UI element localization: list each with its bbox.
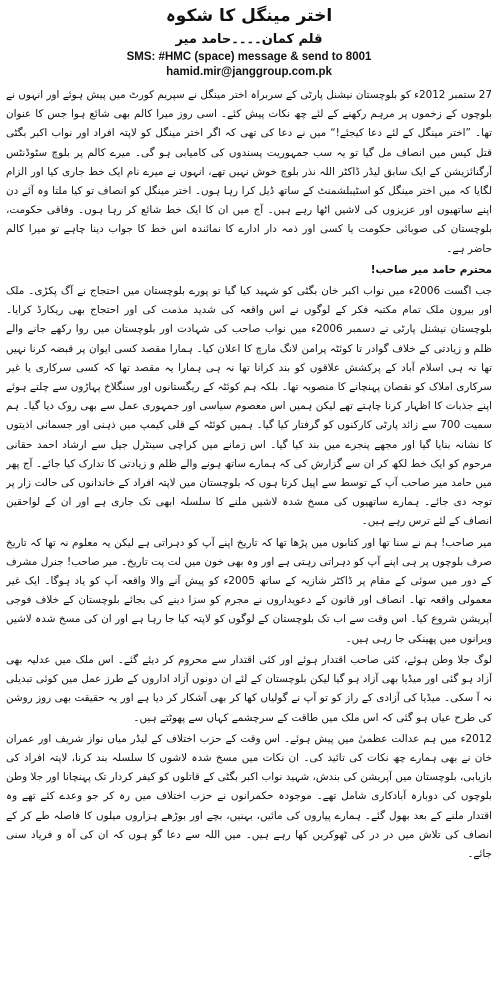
paragraph-1: 27 ستمبر 2012ء کو بلوچستان نیشنل پارٹی کے سربراہ اختر مینگل نے سپریم کورٹ میں پیش ہوئے اور انہوں نے بلوچوں کے زخموں پر مرہم رکھنے کے لئے چھ نکات پیش کئے۔ اسی روز میرا کالم بھی شائع ہوا جس کا عنوان تھا۔ ”اختر مینگل کے لئے دعا کیجئے!“ میں نے دعا کی تھی کہ اگر اختر مینگل کو لاپتہ افراد اور نواب اکبر بگٹی قتل کیس میں انصاف مل گیا تو یہ سب جمہوریت پسندوں کی کامیابی ہو گی۔ میرے کالم پر بلوچ سٹوڈنٹس آرگنائزیشن کے ایک سابق لیڈر ڈاکٹر اللہ نذر بلوچ خوش نہیں تھے، انہوں نے میرے نام ایک خط جاری کیا اور الزام لگایا کہ میں اختر مینگل کو اسٹیبلشمنٹ کے ساتھ ڈیل کرا رہا ہوں۔ اختر مینگل کو انصاف تو کیا ملتا وہ آئے دن اپنے ساتھیوں اور عزیزوں کی لاشیں اٹھا رہے ہیں۔ آج میں ان کا ایک خط شائع کر رہا ہوں۔ وفاقی حکومت، بلوچستان کی صوبائی حکومت یا کسی اور ذمہ دار ادارے کا نمائندہ اس خط کا جواب دینا چاہے تو میرا کالم حاضر ہے۔ — [6, 89, 492, 255]
sms-line: SMS: #HMC (space) message & send to 8001 — [126, 51, 372, 63]
article-body — [6, 86, 492, 864]
paragraph-3: میر صاحب! ہم نے سنا تھا اور کتابوں میں پڑھا تھا کہ تاریخ اپنے آپ کو دہراتی ہے لیکن یہ معلوم نہ تھا کہ تاریخ صرف بلوچوں پر ہی اپنے آپ کو دہراتی رہتی ہے اور وہ بھی خون میں لت پت تاریخ۔ میر صاحب! جنرل مشرف کے دور میں سوئی کے مقام پر ڈاکٹر شازیہ کے ساتھ 2005ء کو پیش آنے والا واقعہ آپ کو یاد ہوگا۔ ایک غیر معمولی واقعہ تھا۔ انصاف اور قانون کے دعویداروں نے مجرم کو سزا دینے کی بجائے بلوچستان کے خلاف فوجی آپریشن شروع کیا۔ اس وقت سے اب تک بلوچستان کے لوگوں کو لاپتہ کیا جا رہا ہے اور ان کی مسخ شدہ لاشیں ویرانوں میں پھینکی جا رہی ہیں۔ — [6, 536, 492, 645]
paragraph-4: لوگ جلا وطن ہوئے، کئی صاحب اقتدار ہوئے اور کئی اقتدار سے محروم کر دیئے گئے۔ اس ملک میں عدلیہ بھی آزاد ہو گئی اور میڈیا بھی آزاد ہو گیا لیکن بلوچستان کے لئے ان دونوں آزاد اداروں کے طرز عمل میں کوئی تبدیلی نہ آ سکی۔ میڈیا کی آزادی کے راز کو تو آپ نے گولیاں کھا کر بھی آشکار کر دیا ہے اور یہ حقیقت بھی روز روشن کی طرح عیاں ہو گئی کہ اس ملک میں طاقت کے سرچشمے کہاں سے پھوٹتے ہیں۔ — [6, 653, 492, 724]
article-title: اختر مینگل کا شکوہ — [165, 6, 333, 26]
letter-salutation: محترم حامد میر صاحب! — [370, 263, 492, 276]
paragraph-2: جب اگست 2006ء میں نواب اکبر خان بگٹی کو شہید کیا گیا تو پورے بلوچستان میں احتجاج نے آگ پکڑی۔ ملک اور بیرون ملک تمام مکتبہ فکر کے لوگوں نے اس واقعہ کی شدید مذمت کی اور احتجاج بھی ریکارڈ کرایا۔ بلوچستان نیشنل پارٹی نے دسمبر 2006ء میں نواب صاحب کی شہادت اور بلوچستان میں روا رکھے جانے والے ظلم و زیادتی کے خلاف گوادر تا کوئٹہ پرامن لانگ مارچ کا اعلان کیا۔ ہمارا مقصد کسی ایوان پر قبضہ کرنا نہیں تھا نہ ہی اسلام آباد کے پرکشش علاقوں کو بند کرانا تھا نہ ہی ہمارا یہ مقصد تھا کہ کسی سرکاری یا غیر سرکاری املاک کو نقصان پہنچانے کا منصوبہ تھا۔ بلکہ ہم کوئٹہ کے ریگستانوں اور سنگلاخ پہاڑوں سے چلتے ہوئے اپنے جذبات کا اظہار کرنا چاہتے تھے لیکن ہمیں اس معصوم سیاسی اور جمہوری عمل سے بھی روک دیا گیا۔ ہم سمیت 700 سے زائد پارٹی کارکنوں کو گرفتار کیا گیا۔ ہمیں کوئٹہ کے قلی کیمپ میں ذہنی اور جسمانی اذیتوں کا نشانہ بنایا گیا اور مجھے پنجرے میں بند کیا گیا۔ اس زمانے میں کراچی سینٹرل جیل سے ارشاد احمد حقانی مرحوم کو ایک خط لکھ کر ان سے گزارش کی کہ ہمارے ساتھ ہونے والے ظلم و زیادتی کا تدارک کیا جائے۔ آج پھر میں حامد میر صاحب آپ کے توسط سے اپیل کرتا ہوں کہ بلوچستان میں لاپتہ افراد کے خاندانوں کی حالت زار پر توجہ دی جائے۔ ہمارے ساتھیوں کی مسخ شدہ لاشیں ملنے کا سلسلہ ابھی تک جاری ہے اور ان کے لواحقین انصاف کے لئے ترس رہے ہیں۔ — [6, 285, 492, 528]
article-column — [6, 0, 492, 983]
paragraph-5: 2012ء میں ہم عدالت عظمیٰ میں پیش ہوئے۔ اس وقت کے حزب اختلاف کے لیڈر میاں نواز شریف اور عمران خان نے بھی ہمارے چھ نکات کی تائید کی۔ ان نکات میں مسخ شدہ لاشوں کا سلسلہ بند کرنا، لاپتہ افراد کی بازیابی، بلوچستان میں آپریشن کی بندش، شہید نواب اکبر بگٹی کے قاتلوں کو کیفر کردار تک پہنچانا اور جلا وطن بلوچوں کی دوبارہ آبادکاری شامل تھے۔ موجودہ حکمرانوں نے حزب اختلاف میں رہ کر جو وعدے کئے تھے وہ اقتدار ملنے کے بعد بھول گئے۔ ہمارے پیاروں کی مائیں، بہنیں، بچے اور بوڑھے ہزاروں میلوں کا فاصلہ طے کر کے انصاف کی تلاش میں در در کی ٹھوکریں کھا رہے ہیں۔ میں اللہ سے دعا گو ہوں کہ ان کی آہ و فریاد سنی جائے۔ — [6, 732, 492, 860]
author-email: hamid.mir@janggroup.com.pk — [166, 66, 332, 78]
article-byline: قلم کمان۔۔۔۔حامد میر — [175, 32, 323, 47]
